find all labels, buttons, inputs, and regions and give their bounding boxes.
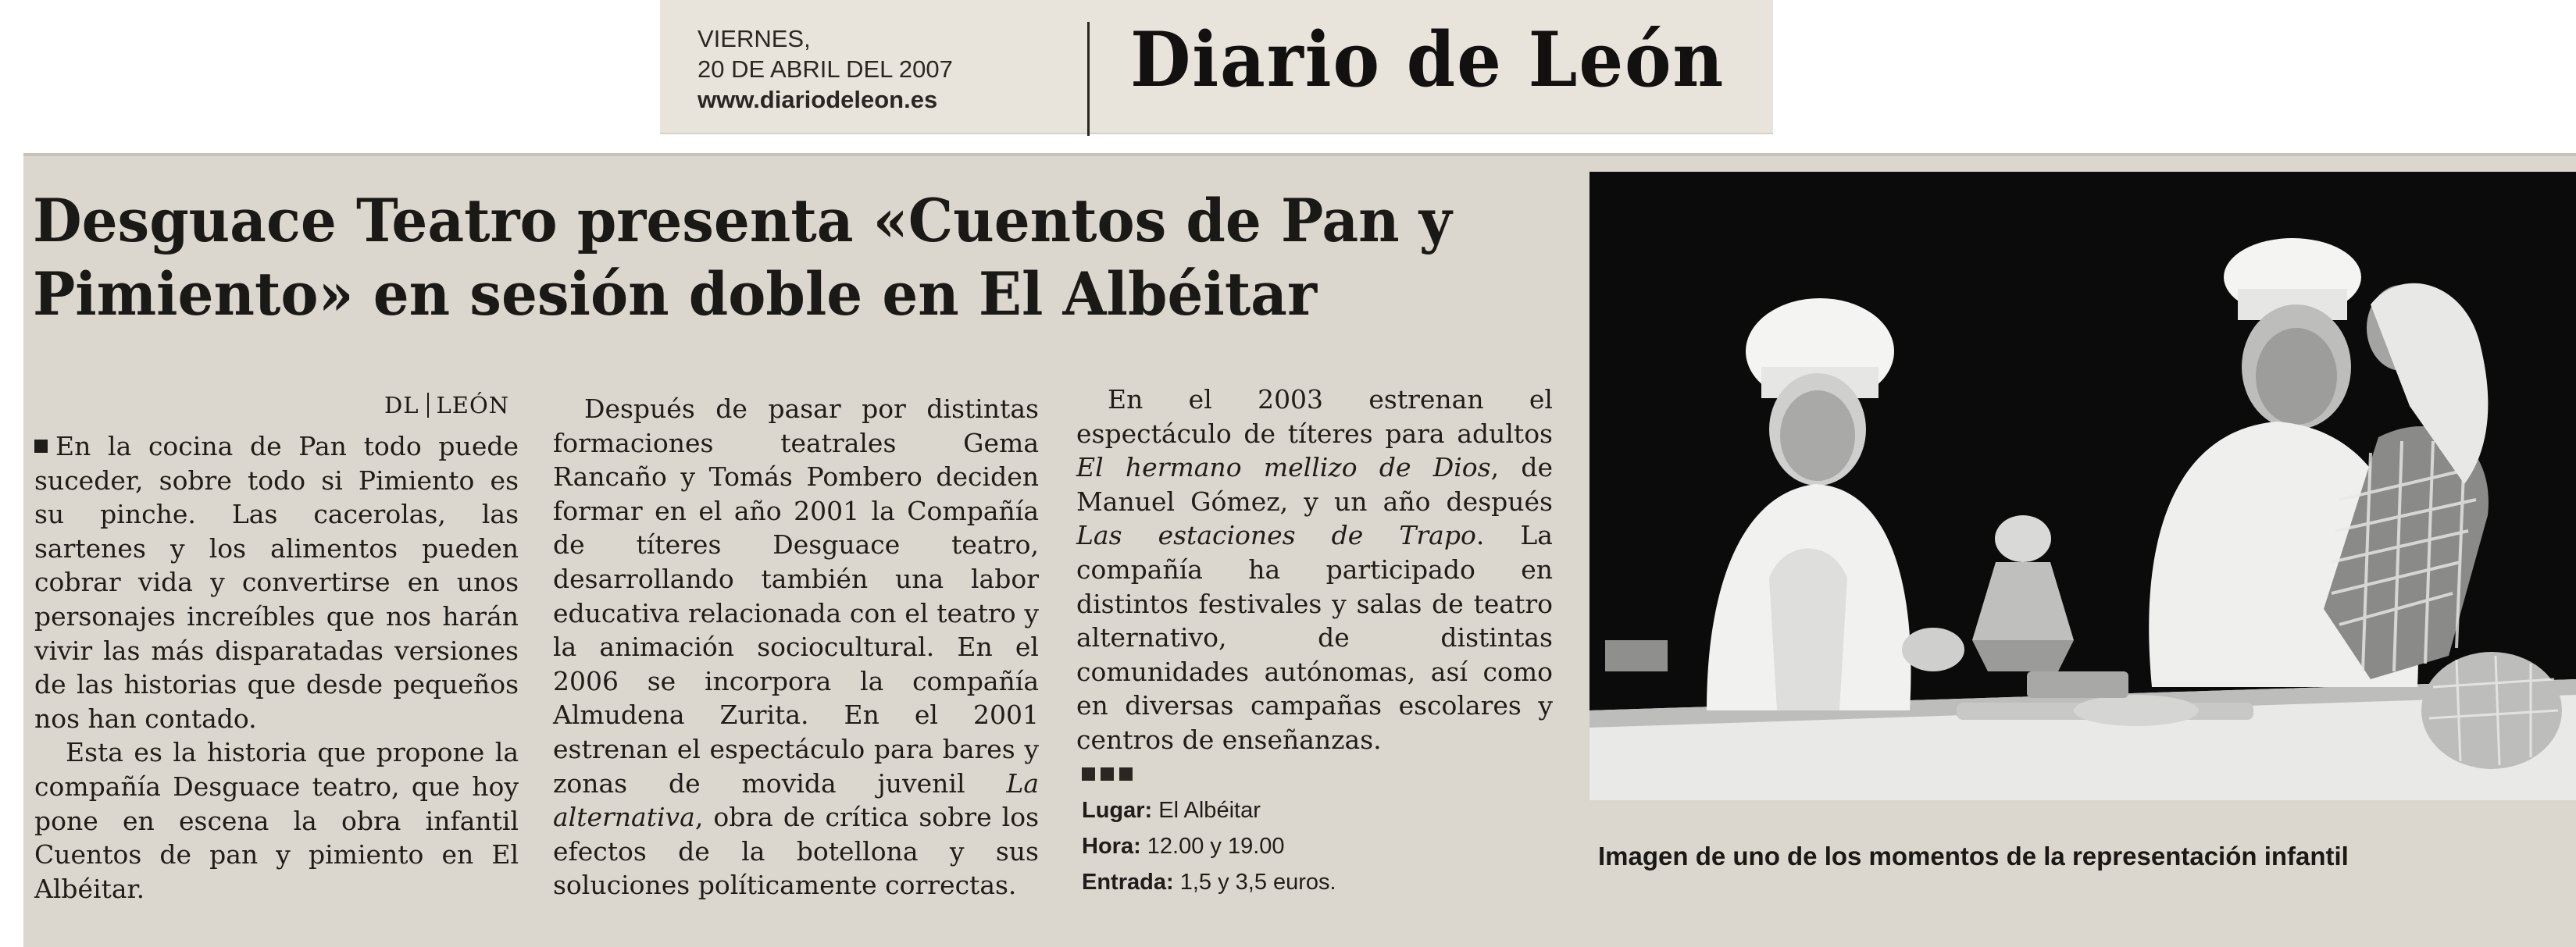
masthead-divider <box>1087 22 1090 136</box>
newspaper-logo: Diario de León <box>1130 16 1725 104</box>
event-info-box <box>1082 792 1336 900</box>
info-price-value: 1,5 y 3,5 euros. <box>1179 870 1336 895</box>
article-photo <box>1589 172 2576 800</box>
column1-paragraph-1-text: En la cocina de Pan todo puede suceder, sobre todo si Pimiento es su pinche. Las cacerolas, las sartenes y los alimentos pueden cobrar vida y convertirse en unos personajes increíbles que nos harán vivir las más disparatadas versiones de las historias que desde pequeños nos han contado. <box>34 431 519 734</box>
info-marker-square <box>1101 767 1114 781</box>
column1-paragraph-1 <box>34 429 519 735</box>
work-title-la-alternativa: La alternativa <box>553 767 1039 833</box>
masthead-date-block <box>698 23 953 115</box>
column3-paragraph-1 <box>1076 383 1553 757</box>
info-price-label: Entrada: <box>1082 870 1174 895</box>
puppet-show-photo-illustration <box>1589 172 2576 800</box>
article-byline <box>384 392 509 418</box>
article-column-3 <box>1076 383 1553 757</box>
info-price <box>1082 864 1336 900</box>
photo-caption: Imagen de uno de los momentos de la representación infantil <box>1598 842 2349 870</box>
info-section-marker <box>1082 767 1138 784</box>
column1-paragraph-2: Esta es la historia que propone la compañía Desguace teatro, que hoy pone en escena la obra infantil Cuentos de pan y pimiento en El Albéitar. <box>34 737 519 904</box>
info-marker-square <box>1119 767 1133 781</box>
column3-text-a: En el 2003 estrenan el espectáculo de títeres para adultos <box>1076 384 1553 449</box>
work-title-el-hermano: El hermano mellizo de Dios <box>1076 452 1491 483</box>
info-marker-square <box>1082 767 1095 781</box>
work-title-las-estaciones: Las estaciones de Trapo <box>1076 520 1476 551</box>
byline-city: LEÓN <box>436 392 510 418</box>
column3-text-c: . La compañía ha participado en distintos festivales y salas de teatro alternativo, de distintas comunidades autónomas, así como en diversas campañas escolares y centros de enseñanzas. <box>1076 520 1553 755</box>
info-place <box>1082 792 1336 828</box>
info-place-label: Lugar: <box>1082 798 1153 823</box>
info-time-value: 12.00 y 19.00 <box>1147 834 1285 859</box>
article-headline: Desguace Teatro presenta «Cuentos de Pan y Pimiento» en sesión doble en El Albéitar <box>33 186 1452 329</box>
info-time-label: Hora: <box>1082 834 1141 859</box>
lead-square-icon <box>34 440 48 453</box>
masthead-website: www.diariodeleon.es <box>698 86 938 113</box>
column2-text-a: Después de pasar por distintas formaciones teatrales Gema Rancaño y Tomás Pombero deciden formar en el año 2001 la Compañía de títeres Desguace teatro, desarrollando también una labor educativa relacionada con el teatro y la animación sociocultural. En el 2006 se incorpora la compañía Almudena Zurita. En el 2001 estrenan el espectáculo para bares y zonas de movida juvenil <box>553 393 1039 799</box>
info-place-value: El Albéitar <box>1158 798 1261 823</box>
masthead-weekday: VIERNES, <box>698 25 811 52</box>
byline-separator <box>427 393 429 418</box>
column3-text-b: , de Manuel Gómez, y un año después <box>1076 452 1553 517</box>
masthead-date: 20 DE ABRIL DEL 2007 <box>698 55 953 83</box>
article-column-1 <box>34 429 519 906</box>
column2-paragraph-1 <box>553 392 1039 902</box>
byline-agency: DL <box>384 392 419 418</box>
info-time <box>1082 828 1336 864</box>
article-column-2 <box>553 392 1039 902</box>
column2-text-b: , obra de crítica sobre los efectos de la botellona y sus soluciones políticamente correctas. <box>553 802 1039 901</box>
